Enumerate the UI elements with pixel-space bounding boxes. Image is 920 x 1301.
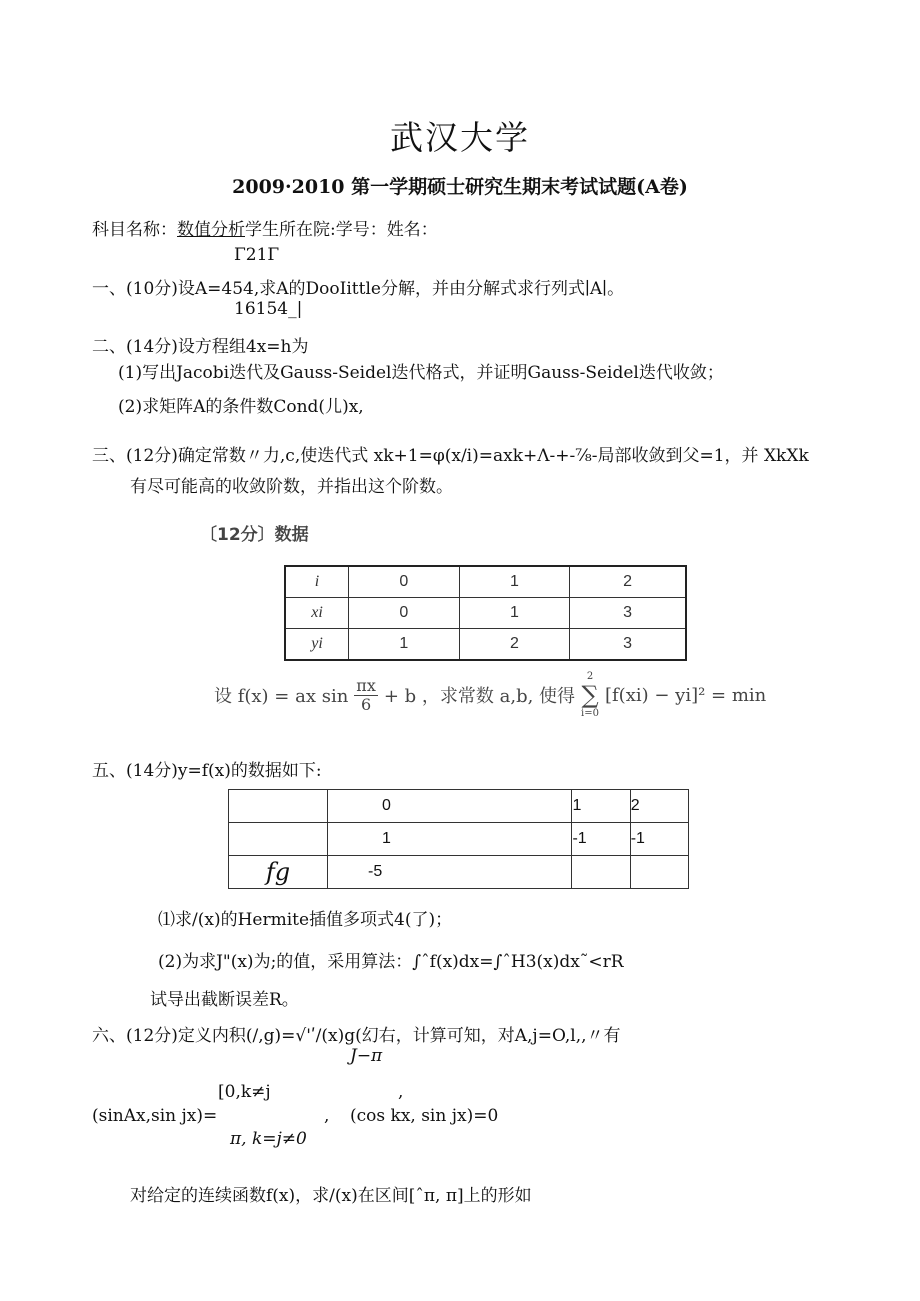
formula-middle: + b ，求常数 a,b, 使得 xyxy=(383,686,576,707)
table-cell: 2 xyxy=(459,629,570,661)
table-cell xyxy=(229,823,328,856)
q6-lhs: (sinAx,sin jx)= xyxy=(92,1106,218,1126)
q6-case-bottom: π, k=j≠0 xyxy=(230,1129,307,1149)
table-cell: 1 xyxy=(459,598,570,629)
table-cell: 1 xyxy=(459,566,570,598)
q1-matrix-top: Γ21Γ xyxy=(234,245,280,265)
q6-rhs: (cos kx, sin jx)=0 xyxy=(350,1106,499,1126)
q5-part3: 试导出截断误差R。 xyxy=(150,990,299,1010)
q6-case-top: [0,k≠j xyxy=(218,1082,271,1102)
q4-data-table xyxy=(284,565,687,661)
fraction-denominator: 6 xyxy=(360,694,372,714)
table-cell: 2 xyxy=(630,790,688,823)
table-cell: xi xyxy=(285,598,349,629)
table-cell: 1 xyxy=(328,823,572,856)
table-cell xyxy=(572,856,630,889)
fraction xyxy=(354,677,378,714)
table-cell: 2 xyxy=(570,566,686,598)
table-cell xyxy=(229,790,328,823)
fraction-numerator: πx xyxy=(356,675,376,695)
table-cell: 0 xyxy=(349,598,460,629)
table-cell: yi xyxy=(285,629,349,661)
subject-suffix: 学生所在院:学号：姓名： xyxy=(245,220,438,240)
sum-upper: 2 xyxy=(586,671,594,682)
page-title: 武汉大学 xyxy=(390,118,530,157)
q2-part2: (2)求矩阵A的条件数Cond(儿)x, xyxy=(118,397,364,417)
q1-text: 一、(10分)设A=454,求A的DooIittle分解，并由分解式求行列式∣A∣。 xyxy=(92,279,625,299)
table-cell: 1 xyxy=(349,629,460,661)
subject-name: 数值分析 xyxy=(177,220,245,240)
q5-stem: 五、(14分)y=f(x)的数据如下: xyxy=(92,761,322,781)
q2-part1: (1)写出Jacobi迭代及Gauss-Seidel迭代格式，并证明Gauss-Seidel迭代收敛； xyxy=(118,363,724,383)
table-cell: -1 xyxy=(572,823,630,856)
table-row xyxy=(285,598,686,629)
table-cell: 1 xyxy=(572,790,630,823)
q5-part2: (2)为求J"(x)为;的值，采用算法：∫ˆf(x)dx=∫ˆH3(x)dx˜<rR xyxy=(158,952,624,972)
table-row xyxy=(229,790,689,823)
table-cell: i xyxy=(285,566,349,598)
sum-symbol xyxy=(581,670,599,720)
table-cell: fg xyxy=(229,856,328,889)
q3-line1: 三、(12分)确定常数〃力,c,使迭代式 xk+1=φ(x/i)=axk+Λ-+-⅞-局部收敛到父=1，并 XkXk xyxy=(92,446,809,466)
exam-subtitle: 2009·2010 第一学期硕士研究生期末考试试题(A卷) xyxy=(232,176,688,198)
q6-case-comma: , xyxy=(398,1082,404,1102)
q5-data-table xyxy=(228,789,689,889)
q5-part1: ⑴求/(x)的Hermite插值多项式4(了)； xyxy=(158,910,453,930)
q6-middle-comma: , xyxy=(324,1106,330,1126)
q6-stem: 六、(12分)定义内积(/,g)=√'ʹ/(x)g(幻右，计算可知，对A,j=O,l,,〃有 xyxy=(92,1026,621,1046)
table-cell: -1 xyxy=(630,823,688,856)
q6-last-line: 对给定的连续函数f(x)，求/(x)在区间[ˆπ, π]上的形如 xyxy=(130,1186,532,1206)
table-cell xyxy=(630,856,688,889)
table-row xyxy=(285,629,686,661)
table-cell: 3 xyxy=(570,629,686,661)
q6-integral-bound: J−π xyxy=(350,1046,383,1066)
q4-formula xyxy=(214,668,766,722)
subject-line xyxy=(92,215,438,240)
sum-lower: i=0 xyxy=(581,708,599,719)
q2-stem: 二、(14分)设方程组4x=h为 xyxy=(92,337,309,357)
table-row xyxy=(285,566,686,598)
formula-end: [f(xi) − yi]² = min xyxy=(605,684,767,706)
table-row xyxy=(229,856,689,889)
table-row xyxy=(229,823,689,856)
table-cell: 0 xyxy=(328,790,572,823)
table-cell: -5 xyxy=(328,856,572,889)
subject-prefix: 科目名称： xyxy=(92,220,177,240)
q3-line2: 有尽可能高的收敛阶数，并指出这个阶数。 xyxy=(130,477,453,497)
table-cell: 3 xyxy=(570,598,686,629)
table-cell: 0 xyxy=(349,566,460,598)
q4-heading: 〔12分〕数据 xyxy=(200,525,309,545)
sigma-icon: ∑ xyxy=(581,681,599,709)
q1-matrix-bottom: 16154_| xyxy=(234,299,303,319)
formula-prefix: 设 f(x) = ax sin xyxy=(214,686,349,707)
